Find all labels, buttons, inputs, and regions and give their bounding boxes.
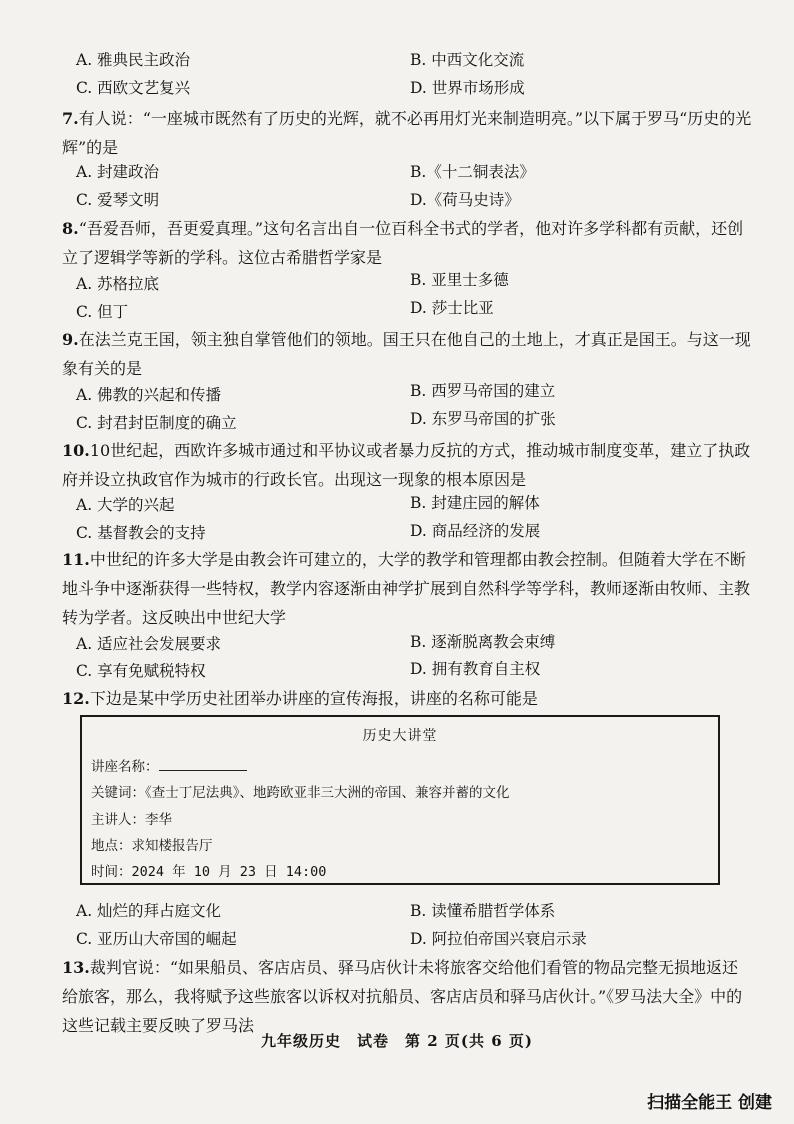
poster-time: 时间：2024 年 10 月 23 日 14:00 xyxy=(91,864,327,880)
q9-option-b: B. 西罗马帝国的建立 xyxy=(410,382,556,400)
q8-option-c: C. 但丁 xyxy=(76,303,129,321)
q9-text: 在法兰克王国，领主独自掌管他们的领地。国王只在他自己的土地上，才真正是国王。与这一现象有关的是 xyxy=(62,330,751,378)
answer-blank xyxy=(159,756,247,771)
q12-number: 12. xyxy=(62,689,90,708)
q10-text: 10世纪起，西欧许多城市通过和平协议或者暴力反抗的方式，推动城市制度变革，建立了执政府并设立执政官作为城市的行政长官。出现这一现象的根本原因是 xyxy=(62,441,751,489)
q13-text: 裁判官说：“如果船员、客店店员、驿马店伙计未将旅客交给他们看管的物品完整无损地返还给旅客，那么，我将赋予这些旅客以诉权对抗船员、客店店员和驿马店伙计。”《罗马法大全》中的这些记载主要反映了罗马法 xyxy=(62,958,743,1035)
q11-option-a: A. 适应社会发展要求 xyxy=(76,635,222,653)
page-footer: 九年级历史 试卷 第 2 页(共 6 页) xyxy=(261,1032,533,1050)
q11-option-b: B. 逐渐脱离教会束缚 xyxy=(410,633,556,651)
q9-option-a: A. 佛教的兴起和传播 xyxy=(76,386,222,404)
q12-option-b: B. 读懂希腊哲学体系 xyxy=(410,902,556,920)
q6-option-b: B. 中西文化交流 xyxy=(410,51,525,69)
q8-question xyxy=(62,214,752,272)
poster-title: 历史大讲堂 xyxy=(362,728,438,744)
q13-question xyxy=(62,953,752,1040)
q7-option-b: B.《十二铜表法》 xyxy=(410,163,535,181)
q7-number: 7. xyxy=(62,109,79,128)
q6-option-d: D. 世界市场形成 xyxy=(410,79,525,97)
poster-venue: 地点：求知楼报告厅 xyxy=(91,838,213,854)
q9-number: 9. xyxy=(62,330,79,349)
q12-option-c: C. 亚历山大帝国的崛起 xyxy=(76,930,237,948)
q6-option-a: A. 雅典民主政治 xyxy=(76,51,191,69)
poster-keywords: 关键词：《查士丁尼法典》、地跨欧亚非三大洲的帝国、兼容并蓄的文化 xyxy=(91,785,510,801)
q8-option-b: B. 亚里士多德 xyxy=(410,271,509,289)
q10-option-d: D. 商品经济的发展 xyxy=(410,522,541,540)
q10-option-c: C. 基督教会的支持 xyxy=(76,524,206,542)
q13-number: 13. xyxy=(62,958,90,977)
q7-option-a: A. 封建政治 xyxy=(76,163,160,181)
lecture-poster xyxy=(80,715,720,885)
poster-name-label: 讲座名称： xyxy=(91,759,159,775)
q9-option-c: C. 封君封臣制度的确立 xyxy=(76,414,237,432)
q11-question xyxy=(62,545,752,632)
poster-speaker: 主讲人：李华 xyxy=(91,812,172,828)
q10-number: 10. xyxy=(62,441,90,460)
poster-lecture-name xyxy=(91,755,247,775)
q10-question xyxy=(62,436,752,494)
q8-option-a: A. 苏格拉底 xyxy=(76,275,160,293)
q11-option-d: D. 拥有教育自主权 xyxy=(410,660,541,678)
q12-text: 下边是某中学历史社团举办讲座的宣传海报，讲座的名称可能是 xyxy=(89,689,538,708)
q9-question xyxy=(62,325,752,383)
q11-option-c: C. 享有免赋税特权 xyxy=(76,662,206,680)
q7-text: 有人说：“一座城市既然有了历史的光辉，就不必再用灯光来制造明亮。”以下属于罗马“历史的光辉”的是 xyxy=(62,109,752,157)
q8-number: 8. xyxy=(62,219,79,238)
q12-option-a: A. 灿烂的拜占庭文化 xyxy=(76,902,222,920)
q8-text: “吾爱吾师，吾更爱真理。”这句名言出自一位百科全书式的学者，他对许多学科都有贡献，还创立了逻辑学等新的学科。这位古希腊哲学家是 xyxy=(62,219,744,267)
q11-text: 中世纪的许多大学是由教会许可建立的，大学的教学和管理都由教会控制。但随着大学在不断地斗争中逐渐获得一些特权，教学内容逐渐由神学扩展到自然科学等学科，教师逐渐由牧师、主教转为学者。这反映出中世纪大学 xyxy=(62,550,751,627)
q6-option-c: C. 西欧文艺复兴 xyxy=(76,79,191,97)
q7-option-c: C. 爱琴文明 xyxy=(76,191,160,209)
q11-number: 11. xyxy=(62,550,90,569)
q8-option-d: D. 莎士比亚 xyxy=(410,299,494,317)
q10-option-b: B. 封建庄园的解体 xyxy=(410,494,540,512)
q12-question xyxy=(62,684,752,713)
scanner-watermark: 扫描全能王 创建 xyxy=(647,1093,772,1113)
q7-question xyxy=(62,104,752,162)
q12-option-d: D. 阿拉伯帝国兴衰启示录 xyxy=(410,930,587,948)
q7-option-d: D.《荷马史诗》 xyxy=(410,191,520,209)
q10-option-a: A. 大学的兴起 xyxy=(76,496,175,514)
q9-option-d: D. 东罗马帝国的扩张 xyxy=(410,410,556,428)
